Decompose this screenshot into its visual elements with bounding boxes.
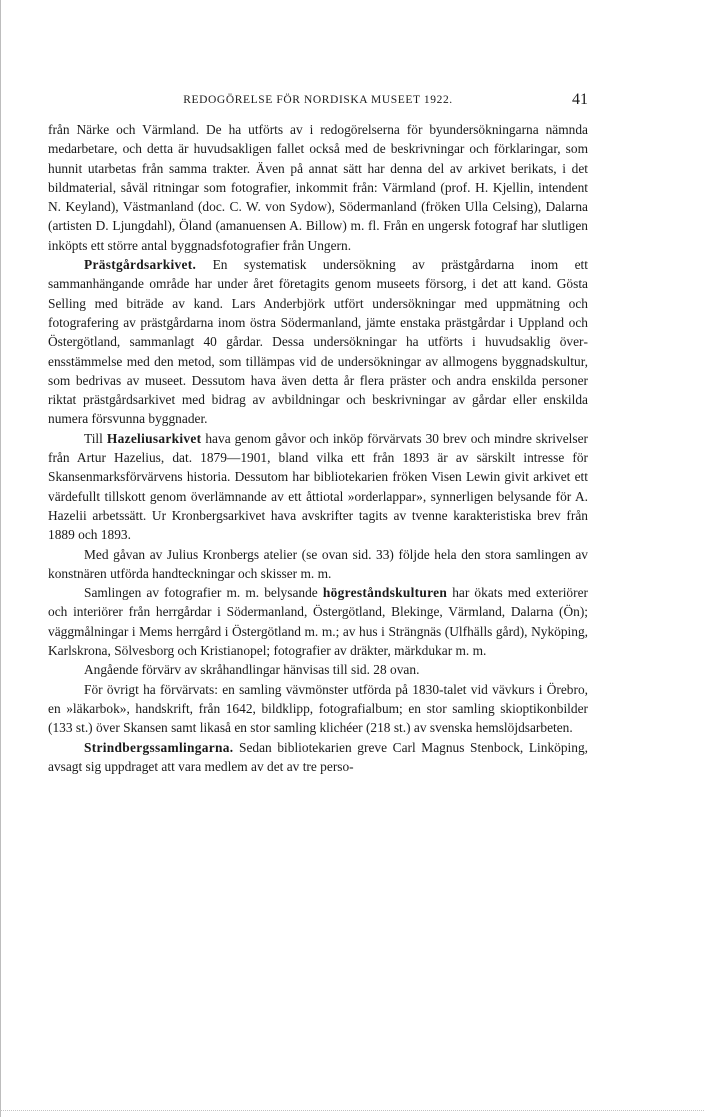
paragraph-1: från Närke och Värmland. De ha utförts av i redogörelserna för byundersökningarna nämnda medarbetare, och detta är huvudsakligen fallet också med de beskrivningar och förklaringar, som hunnit utarbetas från samma trakter. Även på annat sätt har denna del av arkivet berikats, i det bildmaterial, såväl ritningar som fotografier, inkommit från: Värmland (prof. H. Kjellin, intendent N. Keyland), Västmanland (doc. C. W. von Sydow), Södermanland (fröken Ulla Celsing), Dalarna (artisten D. Ljungdahl), Öland (amanuensen A. Billow) m. fl. Från en ungersk fotograf har slutligen inköpts ett större antal byggnadsfotografier från Ungern.: [48, 122, 588, 253]
paragraph-3: Till Hazeliusarkivet hava genom gåvor och inköp förvärvats 30 brev och mindre skrivelser från Artur Hazelius, dat. 1879—1901, bland vilka ett från 1893 är av särskilt intresse för Skansenmarksförvärvens historia. Dessutom har bibliotekarien fröken Visen Lewin givit arkivet ett värdefullt tillskott genom överlämnande av ett åttiotal »orderlappar», synnerligen belysande för A. Hazelii arbetssätt. Ur Kronbergsarkivet hava avskrifter tagits av tvenne karakteristiska brev från 1889 och 1893.: [48, 430, 588, 543]
running-header: [48, 88, 588, 112]
heading-hazeliusarkivet: Hazeliusarkivet: [106, 430, 202, 446]
paragraph-5: Samlingen av fotografier m. m. belysande högreståndskulturen har ökats med exteriörer och interiörer från herrgårdar i Södermanland, Östergötland, Blekinge, Värmland, Dalarna (Ön); väggmålningar i Mems herrgård i Östergötland m. m.; av hus i Strängnäs (Ulfhälls gård), Nyköping, Karlskrona, Sölvesborg och Kristianopel; fotografier av dräkter, märkdukar m. m.: [48, 585, 588, 659]
paragraph-4: Med gåvan av Julius Kronbergs atelier (se ovan sid. 33) följde hela den stora samlingen av konstnären utförda handteckningar och skisser m. m.: [48, 546, 588, 581]
heading-hogrestandskulturen: högreståndskulturen: [322, 585, 448, 601]
body-text: [48, 120, 588, 776]
page-edge-left: [0, 0, 1, 1117]
paragraph-8: Strindbergssamlingarna. Sedan bibliotekarien greve Carl Magnus Stenbock, Linköping, avsagt sig uppdraget att vara medlem av det av tre perso-: [48, 739, 588, 774]
paragraph-7: För övrigt ha förvärvats: en samling vävmönster utförda på 1830-talet vid vävkurs i Örebro, en »läkarbok», handskrift, från 1642, bildklipp, fotografialbum; en stor samling skioptikonbilder (133 st.) över Skansen samt likaså en stor samling klichéer (218 st.) av svenska hemslöjdsarbeten.: [48, 681, 588, 736]
running-title: REDOGÖRELSE FÖR NORDISKA MUSEET 1922.: [183, 94, 453, 106]
document-page: [48, 88, 588, 776]
page-edge-bottom: [0, 1110, 704, 1111]
paragraph-2: Prästgårdsarkivet. En systematisk undersökning av prästgårdarna inom ett sammanhängande område har under året företagits genom museets försorg, i det att kand. Gösta Selling med biträde av kand. Lars Anderbjörk utfört undersökningar med uppmätning och fotografering av prästgårdarna inom östra Södermanland, jämte enstaka prästgårdar i Uppland och Östergötland, sammanlagt 40 gårdar. Dessa undersökningar ha utförts i huvudsaklig överensstämmelse med den metod, som tillämpas vid de undersökningar av allmogens byggnadskultur, som bedrivas av museet. Dessutom hava även detta år flera präster och andra enskilda personer riktat prästgårdsarkivet med bidrag av avbildningar och beskrivningar av gårdar eller enskilda numera försvunna byggnader.: [48, 257, 588, 427]
page-number: 41: [572, 91, 588, 108]
heading-strindbergssamlingarna: Strindbergssamlingarna.: [84, 739, 234, 755]
heading-prastgardsarkivet: Prästgårdsarkivet.: [84, 257, 197, 273]
paragraph-6: Angående förvärv av skråhandlingar hänvisas till sid. 28 ovan.: [84, 662, 420, 678]
